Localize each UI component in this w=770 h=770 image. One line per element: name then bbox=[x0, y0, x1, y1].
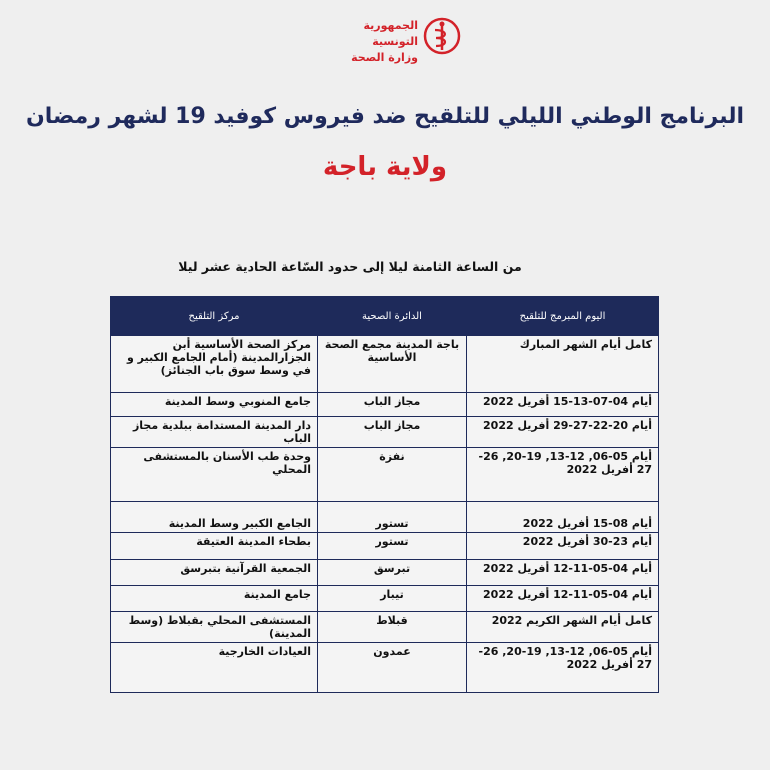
row-date: كامل أيام الشهر الكريم 2022 bbox=[467, 612, 659, 643]
row-date: كامل أيام الشهر المبارك bbox=[467, 336, 659, 393]
row-circ: قبلاط bbox=[318, 612, 467, 643]
table-row bbox=[111, 448, 659, 502]
row-date: أيام 08-15 أفريل 2022 bbox=[467, 502, 659, 533]
logo-text bbox=[318, 18, 418, 66]
row-center: جامع المنوبي وسط المدينة bbox=[111, 393, 318, 417]
row-center: دار المدينة المستدامة ببلدية مجاز الباب bbox=[111, 417, 318, 448]
schedule-time-note: من الساعة الثامنة ليلا إلى حدود السّاعة الحادية عشر ليلا bbox=[178, 259, 522, 274]
row-circ: باجة المدينة مجمع الصحة الأساسية bbox=[318, 336, 467, 393]
row-date: أيام 04-05-11-12 أفريل 2022 bbox=[467, 586, 659, 612]
row-circ: عمدون bbox=[318, 643, 467, 693]
table-row bbox=[111, 393, 659, 417]
row-center: المستشفى المحلي بقبلاط (وسط المدينة) bbox=[111, 612, 318, 643]
row-center: وحدة طب الأسنان بالمستشفى المحلي bbox=[111, 448, 318, 502]
table-row bbox=[111, 533, 659, 560]
table-row bbox=[111, 586, 659, 612]
row-circ: مجاز الباب bbox=[318, 417, 467, 448]
row-date: أيام 04-07-13-15 أفريل 2022 bbox=[467, 393, 659, 417]
table-row bbox=[111, 336, 659, 393]
row-center: مركز الصحة الأساسية أبن الجزارالمدينة (أمام الجامع الكبير و في وسط سوق باب الجنائز) bbox=[111, 336, 318, 393]
row-circ: تستور bbox=[318, 502, 467, 533]
ministry-emblem-icon bbox=[422, 16, 462, 58]
table-row bbox=[111, 417, 659, 448]
row-center: الجامع الكبير وسط المدينة bbox=[111, 502, 318, 533]
header-center: مركز التلقيح bbox=[111, 297, 318, 336]
logo-country-name: الجمهورية التونسية bbox=[363, 19, 418, 48]
row-center: بطحاء المدينة العتيقة bbox=[111, 533, 318, 560]
row-date: أيام 05-06, 12-13, 19-20, 26-27 أفريل 2022 bbox=[467, 643, 659, 693]
row-center: جامع المدينة bbox=[111, 586, 318, 612]
row-center: العيادات الخارجية bbox=[111, 643, 318, 693]
row-circ: تستور bbox=[318, 533, 467, 560]
vaccination-schedule-table bbox=[110, 296, 659, 693]
table-row bbox=[111, 560, 659, 586]
header-circ: الدائرة الصحية bbox=[318, 297, 467, 336]
table-row bbox=[111, 502, 659, 533]
row-center: الجمعية القرآنية بتبرسق bbox=[111, 560, 318, 586]
row-date: أيام 20-22-27-29 أفريل 2022 bbox=[467, 417, 659, 448]
ministry-logo bbox=[318, 12, 468, 64]
row-circ: نفزة bbox=[318, 448, 467, 502]
governorate-title: ولاية باجة bbox=[322, 152, 448, 182]
table-row bbox=[111, 612, 659, 643]
row-date: أيام 05-06, 12-13, 19-20, 26-27 أفريل 2022 bbox=[467, 448, 659, 502]
table-header-row bbox=[111, 297, 659, 336]
header-date: اليوم المبرمج للتلقيح bbox=[467, 297, 659, 336]
page-title: البرنامج الوطني الليلي للتلقيح ضد فيروس كوفيد 19 لشهر رمضان bbox=[25, 104, 745, 129]
row-circ: تبرسق bbox=[318, 560, 467, 586]
table-row bbox=[111, 643, 659, 693]
row-date: أيام 23-30 أفريل 2022 bbox=[467, 533, 659, 560]
logo-ministry-name: وزارة الصحة bbox=[351, 51, 418, 64]
row-circ: تيبار bbox=[318, 586, 467, 612]
row-circ: مجاز الباب bbox=[318, 393, 467, 417]
row-date: أيام 04-05-11-12 أفريل 2022 bbox=[467, 560, 659, 586]
